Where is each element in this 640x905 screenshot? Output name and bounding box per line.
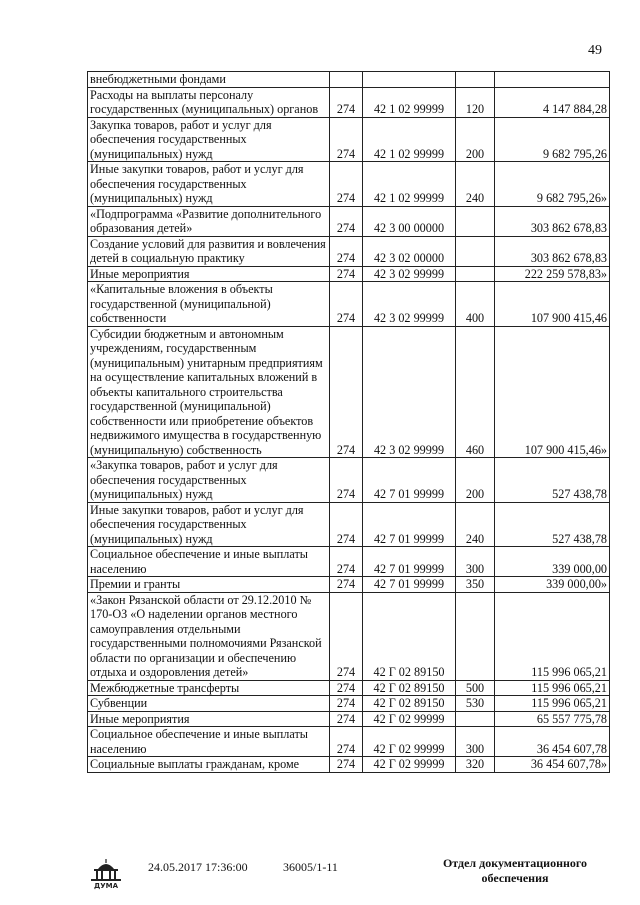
row-ved-code: 274 xyxy=(330,680,363,696)
row-amount: 65 557 775,78 xyxy=(495,711,610,727)
row-vr-code: 460 xyxy=(456,326,495,458)
row-amount: 339 000,00» xyxy=(495,577,610,593)
row-vr-code: 200 xyxy=(456,117,495,162)
row-amount: 115 996 065,21 xyxy=(495,592,610,680)
row-ved-code xyxy=(330,72,363,88)
row-csr-code: 42 Г 02 99999 xyxy=(363,757,456,773)
table-row xyxy=(88,711,610,727)
row-vr-code xyxy=(456,72,495,88)
row-ved-code: 274 xyxy=(330,727,363,757)
row-vr-code: 120 xyxy=(456,87,495,117)
row-vr-code: 400 xyxy=(456,282,495,327)
footer-doc-number: 36005/1-11 xyxy=(283,860,338,874)
row-csr-code: 42 1 02 99999 xyxy=(363,117,456,162)
row-csr-code: 42 Г 02 99999 xyxy=(363,727,456,757)
row-vr-code xyxy=(456,236,495,266)
row-csr-code: 42 3 02 99999 xyxy=(363,266,456,282)
row-ved-code: 274 xyxy=(330,711,363,727)
table-row xyxy=(88,757,610,773)
row-csr-code xyxy=(363,72,456,88)
row-amount: 115 996 065,21 xyxy=(495,680,610,696)
row-vr-code: 530 xyxy=(456,696,495,712)
row-csr-code: 42 3 02 99999 xyxy=(363,282,456,327)
row-vr-code: 500 xyxy=(456,680,495,696)
footer-timestamp: 24.05.2017 17:36:00 xyxy=(148,860,248,874)
row-amount: 9 682 795,26 xyxy=(495,117,610,162)
row-vr-code: 320 xyxy=(456,757,495,773)
row-description: Иные мероприятия xyxy=(88,711,330,727)
table-row xyxy=(88,592,610,680)
page-number: 49 xyxy=(588,43,602,58)
table-row xyxy=(88,547,610,577)
row-description: Субвенции xyxy=(88,696,330,712)
row-vr-code xyxy=(456,206,495,236)
row-description: Социальное обеспечение и иные выплаты населению xyxy=(88,547,330,577)
budget-table-body xyxy=(88,72,610,773)
row-csr-code: 42 1 02 99999 xyxy=(363,162,456,207)
table-row xyxy=(88,577,610,593)
table-row xyxy=(88,696,610,712)
row-ved-code: 274 xyxy=(330,206,363,236)
row-vr-code: 350 xyxy=(456,577,495,593)
row-ved-code: 274 xyxy=(330,547,363,577)
row-vr-code: 300 xyxy=(456,727,495,757)
row-description: Расходы на выплаты персоналу государственных (муниципальных) органов xyxy=(88,87,330,117)
row-ved-code: 274 xyxy=(330,117,363,162)
row-amount: 527 438,78 xyxy=(495,502,610,547)
row-amount: 222 259 578,83» xyxy=(495,266,610,282)
table-row xyxy=(88,206,610,236)
row-vr-code xyxy=(456,711,495,727)
row-ved-code: 274 xyxy=(330,236,363,266)
row-description: Социальное обеспечение и иные выплаты населению xyxy=(88,727,330,757)
row-ved-code: 274 xyxy=(330,577,363,593)
row-ved-code: 274 xyxy=(330,326,363,458)
row-amount: 339 000,00 xyxy=(495,547,610,577)
table-row xyxy=(88,117,610,162)
row-description: «Закон Рязанской области от 29.12.2010 № 170-ОЗ «О наделении органов местного самоуправления отдельными государственными полномочиями Рязанской области по организации и обеспечению отдыха и оздоровления детей» xyxy=(88,592,330,680)
row-csr-code: 42 Г 02 89150 xyxy=(363,680,456,696)
table-row xyxy=(88,680,610,696)
row-amount: 527 438,78 xyxy=(495,458,610,503)
row-csr-code: 42 7 01 99999 xyxy=(363,458,456,503)
row-amount: 303 862 678,83 xyxy=(495,236,610,266)
row-amount: 107 900 415,46 xyxy=(495,282,610,327)
row-ved-code: 274 xyxy=(330,87,363,117)
row-vr-code: 200 xyxy=(456,458,495,503)
row-csr-code: 42 7 01 99999 xyxy=(363,547,456,577)
row-vr-code: 240 xyxy=(456,162,495,207)
row-csr-code: 42 3 02 00000 xyxy=(363,236,456,266)
row-description: Межбюджетные трансферты xyxy=(88,680,330,696)
table-row xyxy=(88,326,610,458)
row-amount: 4 147 884,28 xyxy=(495,87,610,117)
row-csr-code: 42 Г 02 99999 xyxy=(363,711,456,727)
footer xyxy=(0,856,640,905)
row-csr-code: 42 Г 02 89150 xyxy=(363,592,456,680)
row-description: Премии и гранты xyxy=(88,577,330,593)
row-description: «Капитальные вложения в объекты государственной (муниципальной) собственности xyxy=(88,282,330,327)
row-vr-code: 300 xyxy=(456,547,495,577)
table-row xyxy=(88,282,610,327)
table-row xyxy=(88,502,610,547)
row-description: Иные мероприятия xyxy=(88,266,330,282)
row-description: Социальные выплаты гражданам, кроме xyxy=(88,757,330,773)
row-amount: 303 862 678,83 xyxy=(495,206,610,236)
row-description: «Закупка товаров, работ и услуг для обеспечения государственных (муниципальных) нужд xyxy=(88,458,330,503)
table-row xyxy=(88,162,610,207)
row-ved-code: 274 xyxy=(330,696,363,712)
row-csr-code: 42 7 01 99999 xyxy=(363,577,456,593)
row-amount: 9 682 795,26» xyxy=(495,162,610,207)
row-amount: 107 900 415,46» xyxy=(495,326,610,458)
row-ved-code: 274 xyxy=(330,592,363,680)
logo-text: ДУМА xyxy=(93,882,119,890)
row-ved-code: 274 xyxy=(330,266,363,282)
row-csr-code: 42 3 02 99999 xyxy=(363,326,456,458)
row-amount: 36 454 607,78» xyxy=(495,757,610,773)
row-description: Создание условий для развития и вовлечения детей в социальную практику xyxy=(88,236,330,266)
budget-table xyxy=(87,71,610,773)
row-description: внебюджетными фондами xyxy=(88,72,330,88)
row-csr-code: 42 3 00 00000 xyxy=(363,206,456,236)
table-row xyxy=(88,236,610,266)
table-row xyxy=(88,87,610,117)
table-row xyxy=(88,72,610,88)
row-csr-code: 42 1 02 99999 xyxy=(363,87,456,117)
row-ved-code: 274 xyxy=(330,458,363,503)
row-ved-code: 274 xyxy=(330,757,363,773)
row-description: Иные закупки товаров, работ и услуг для обеспечения государственных (муниципальных) нужд xyxy=(88,162,330,207)
table-row xyxy=(88,266,610,282)
duma-building-icon xyxy=(88,858,124,890)
row-description: Иные закупки товаров, работ и услуг для обеспечения государственных (муниципальных) нужд xyxy=(88,502,330,547)
row-ved-code: 274 xyxy=(330,502,363,547)
row-description: Субсидии бюджетным и автономным учреждениям, государственным (муниципальным) унитарным предприятиям на осуществление капитальных вложений в объекты капитального строительства государственной (муниципальной) собственности или приобретение объектов недвижимого имущества в государственную (муниципальную) собственность xyxy=(88,326,330,458)
table-row xyxy=(88,727,610,757)
row-amount: 36 454 607,78 xyxy=(495,727,610,757)
row-description: Закупка товаров, работ и услуг для обеспечения государственных (муниципальных) нужд xyxy=(88,117,330,162)
row-vr-code: 240 xyxy=(456,502,495,547)
row-ved-code: 274 xyxy=(330,162,363,207)
row-csr-code: 42 Г 02 89150 xyxy=(363,696,456,712)
table-row xyxy=(88,458,610,503)
row-csr-code: 42 7 01 99999 xyxy=(363,502,456,547)
row-amount xyxy=(495,72,610,88)
row-amount: 115 996 065,21 xyxy=(495,696,610,712)
footer-department: Отдел документационного обеспечения xyxy=(442,856,588,885)
row-ved-code: 274 xyxy=(330,282,363,327)
row-vr-code xyxy=(456,266,495,282)
row-vr-code xyxy=(456,592,495,680)
row-description: «Подпрограмма «Развитие дополнительного образования детей» xyxy=(88,206,330,236)
